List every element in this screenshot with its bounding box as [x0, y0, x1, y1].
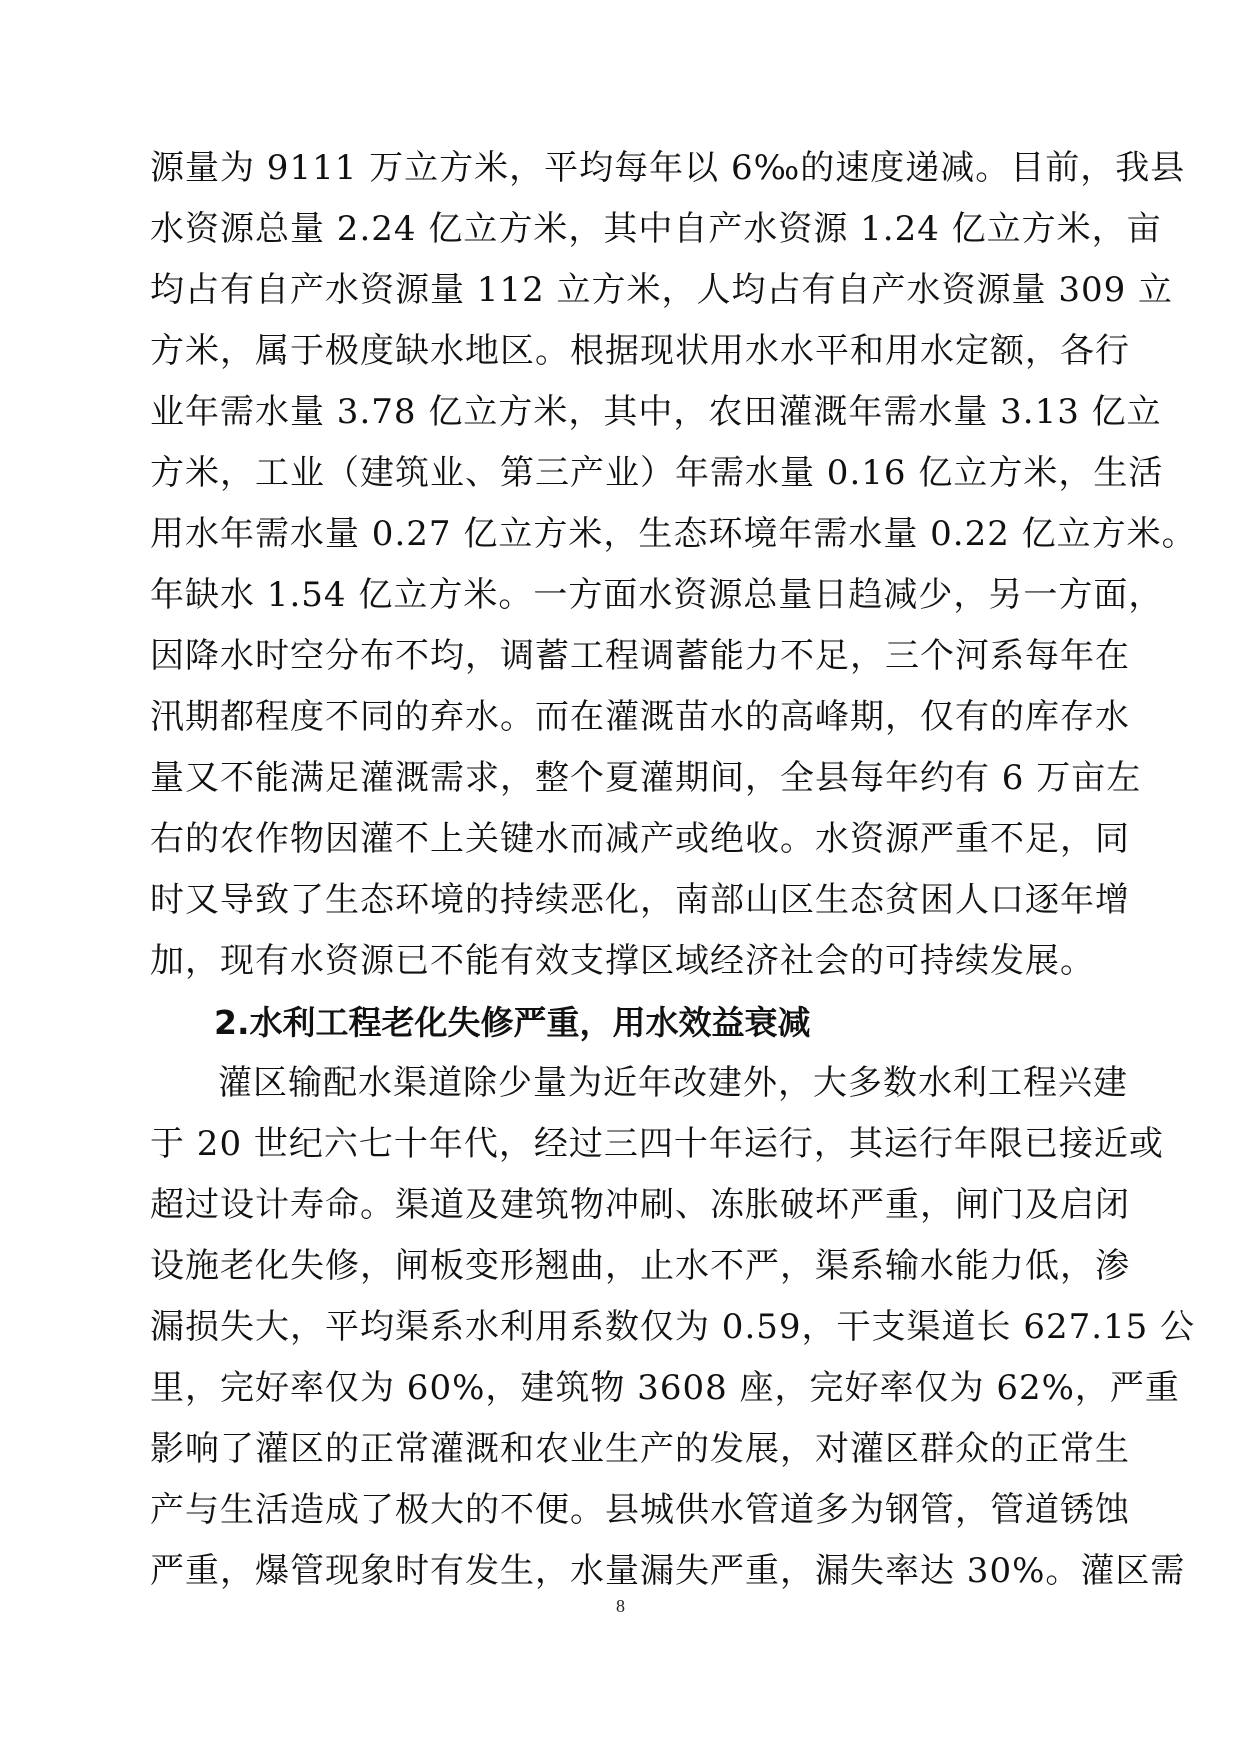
text-line: 灌区输配水渠道除少量为近年改建外，大多数水利工程兴建	[218, 1063, 1128, 1103]
text-line: 设施老化失修，闸板变形翘曲，止水不严，渠系输水能力低，渗	[150, 1246, 1130, 1286]
text-line: 加，现有水资源已不能有效支撑区域经济社会的可持续发展。	[150, 941, 1095, 981]
text-line: 产与生活造成了极大的不便。县城供水管道多为钢管，管道锈蚀	[150, 1490, 1130, 1530]
text-line: 水资源总量 2.24 亿立方米，其中自产水资源 1.24 亿立方米，亩	[150, 209, 1162, 249]
paragraph-aging-infrastructure	[150, 1053, 1196, 1602]
text-line: 汛期都程度不同的弃水。而在灌溉苗水的高峰期，仅有的库存水	[150, 697, 1130, 737]
text-line: 时又导致了生态环境的持续恶化，南部山区生态贫困人口逐年增	[150, 880, 1130, 920]
text-line: 业年需水量 3.78 亿立方米，其中，农田灌溉年需水量 3.13 亿立	[150, 392, 1162, 432]
text-line: 方米，属于极度缺水地区。根据现状用水水平和用水定额，各行	[150, 331, 1130, 371]
text-line: 影响了灌区的正常灌溉和农业生产的发展，对灌区群众的正常生	[150, 1429, 1130, 1469]
text-line: 源量为 9111 万立方米，平均每年以 6‰的速度递减。目前，我县	[150, 148, 1186, 188]
text-line: 用水年需水量 0.27 亿立方米，生态环境年需水量 0.22 亿立方米。	[150, 514, 1197, 554]
text-line: 漏损失大，平均渠系水利用系数仅为 0.59，干支渠道长 627.15 公	[150, 1307, 1196, 1347]
text-line: 因降水时空分布不均，调蓄工程调蓄能力不足，三个河系每年在	[150, 636, 1130, 676]
text-line: 方米，工业（建筑业、第三产业）年需水量 0.16 亿立方米，生活	[150, 453, 1164, 493]
text-line: 均占有自产水资源量 112 立方米，人均占有自产水资源量 309 立	[150, 270, 1174, 310]
text-line: 右的农作物因灌不上关键水而减产或绝收。水资源严重不足，同	[150, 819, 1130, 859]
section-heading: 2.水利工程老化失修严重，用水效益衰减	[214, 1003, 811, 1042]
text-line: 量又不能满足灌溉需求，整个夏灌期间，全县每年约有 6 万亩左	[150, 758, 1142, 798]
body-text	[150, 138, 1197, 1602]
text-line: 里，完好率仅为 60%，建筑物 3608 座，完好率仅为 62%，严重	[150, 1368, 1180, 1408]
text-line: 严重，爆管现象时有发生，水量漏失严重，漏失率达 30%。灌区需	[150, 1551, 1186, 1591]
text-line: 超过设计寿命。渠道及建筑物冲刷、冻胀破坏严重，闸门及启闭	[150, 1185, 1130, 1225]
text-line: 于 20 世纪六七十年代，经过三四十年运行，其运行年限已接近或	[150, 1124, 1164, 1164]
text-line: 年缺水 1.54 亿立方米。一方面水资源总量日趋减少，另一方面，	[150, 575, 1164, 615]
paragraph-water-shortage	[150, 138, 1197, 992]
page-number: 8	[616, 1596, 625, 1616]
